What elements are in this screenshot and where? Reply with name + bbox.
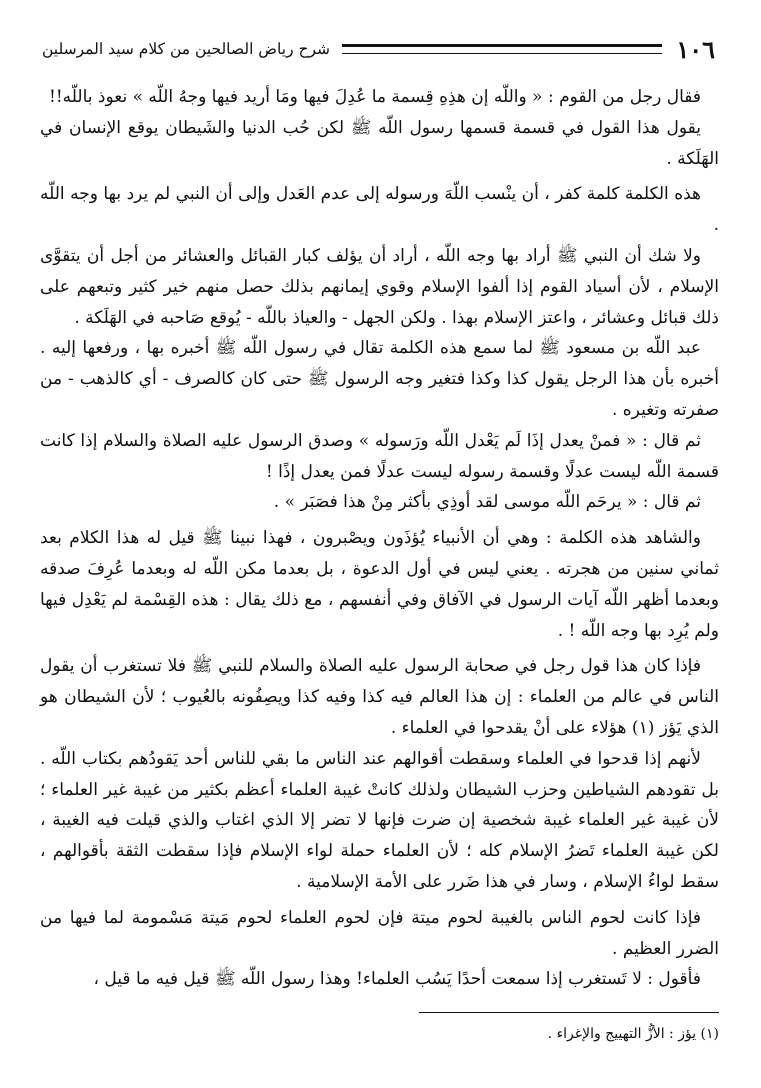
paragraph: فإذا كان هذا قول رجل في صحابة الرسول عليه الصلاة والسلام للنبي ﷺ فلا تستغرب أن يقول الناس في عالم من العلماء : إن هذا العالم فيه كذا وفيه كذا ويصِفُونه بالعُيوب ؛ لأن الشيطان هو الذي يَؤز (١) هؤلاء على أنْ يقدحوا في العلماء . [40, 656, 719, 738]
paragraph: والشاهد هذه الكلمة : وهي أن الأنبياء يُؤذَون ويصْبرون ، فهذا نبينا ﷺ قيل له هذا الكلام بعد ثماني سنين من هجرته . يعني ليس في أول الدعوة ، بل بعدما مكن اللّه له وبعدما عُرِفَ صدقه وبعدما أظهر اللّه آيات الرسول في الآفاق وفي أنفسهم ، مع ذلك يقال : هذه القِسْمة لم يَعْدِل فيها ولم يُرِد بها وجه اللّه ! . [40, 528, 719, 641]
page-body [40, 82, 719, 995]
paragraph: ثم قال : « فمنْ يعدل إذَا لَم يَعْدل اللّه ورَسوله » وصدق الرسول عليه الصلاة والسلام إذا كانت قسمة اللّه ليست عدلًا وقسمة رسوله ليست عدلًا فمن يعدل إذًا ! [40, 430, 719, 482]
header-rule [342, 44, 662, 54]
footnote: (١) يؤز : الأزُّ التهييج والإغراء . [547, 1026, 719, 1042]
paragraph: لأنهم إذا قدحوا في العلماء وسقطت أقوالهم عند الناس ما بقي للناس أحد يَقودُهم بكتاب اللّه . بل تقودهم الشياطين وحزب الشيطان ولذلك كانتْ غيبة العلماء أعظم بكثير من غيبة غير العلماء ؛ لأن غيبة غير العلماء غيبة شخصية إن ضرت فإنها لا تضر إلا الذي اغتاب والذي قيلت فيه الغيبة ، لكن غيبة العلماء تَضرُ الإسلام كله ؛ لأن العلماء حملة لواء الإسلام فإذا سقطت الثقة بأقوالهم ، سقط لواءُ الإسلام ، وسار في هذا ضَرر على الأمة الإسلامية . [40, 748, 719, 892]
paragraph: فإذا كانت لحوم الناس بالغيبة لحوم ميتة فإن لحوم العلماء لحوم مَيتة مَسْمومة لما فيها من الضرر العظيم . [40, 907, 719, 959]
footnote-rule [419, 1012, 719, 1013]
paragraph: ثم قال : « يرحَم اللّه موسى لقد أوذِي بأكثر مِنْ هذا فصَبَر » . [273, 492, 701, 513]
page-header [42, 34, 715, 64]
paragraph: فأقول : لا تَستغرب إذا سمعت أحدًا يَسُب العلماء! وهذا رسول اللّه ﷺ قيل فيه ما قيل ، [93, 969, 701, 990]
paragraph: يقول هذا القول في قسمة قسمها رسول اللّه ﷺ لكن حُب الدنيا والشَيطان يوقع الإنسان في الهَلَكة . [40, 117, 719, 169]
running-title: شرح رياض الصالحين من كلام سيد المرسلين [42, 40, 331, 58]
page-number: ١٠٦ [676, 34, 715, 64]
paragraph: هذه الكلمة كلمة كفر ، أن ينْسب اللّهَ ورسوله إلى عدم العَدل وإلى أن النبي لم يرد بها وجه اللّه . [40, 184, 719, 236]
paragraph: فقال رجل من القوم : « واللّه إن هذِهِ قِسمة ما عُدِلَ فيها ومَا أريد فيها وجهُ اللّه » نعوذ باللّه!! [49, 87, 701, 107]
paragraph: ولا شك أن النبي ﷺ أراد بها وجه اللّه ، أراد أن يؤلف كبار القبائل والعشائر من أجل أن يتقوَّى الإسلام ، لأن أسياد القوم إذا ألفوا الإسلام وقوي إيمانهم بذلك حصل منهم خير كثير وتبعهم على ذلك قبائل وعشائر ، واعتز الإسلام بهذا . ولكن الجهل - والعياذ باللّه - يُوقع صَاحبه في الهَلَكة . [40, 245, 719, 328]
paragraph: عبد اللّه بن مسعود ﷺ لما سمع هذه الكلمة تقال في رسول اللّه ﷺ أخبره بها ، ورفعها إليه . أخبره بأن هذا الرجل يقول كذا وكذا فتغير وجه الرسول ﷺ حتى كان كالصرف - أي كالذهب - من صفرته وتغيره . [40, 338, 719, 420]
